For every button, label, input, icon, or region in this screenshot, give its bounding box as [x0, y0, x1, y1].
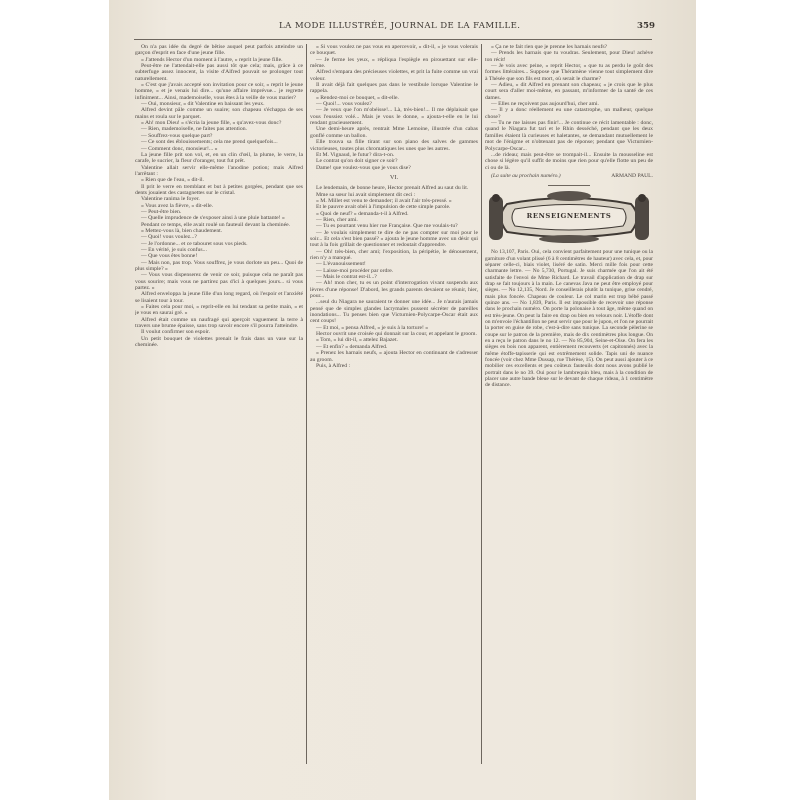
paragraph: « J'attends Hector d'un moment à l'autre, » reprit la jeune fille.: [141, 56, 283, 63]
paragraph: « Tom, » lui dit-il, « attelez Bajazet.: [316, 337, 398, 344]
paragraph: — Quoi! vous voulez...?: [141, 234, 197, 241]
paragraph: — Rien, mademoiselle, ne faites pas attention.: [141, 126, 247, 133]
paragraph: — Tu es pourtant venu hier rue Française. Que me voulais-tu?: [316, 223, 458, 230]
paragraph: « Ah! mon Dieu! » s'écria la jeune fille, « qu'avez-vous donc?: [141, 120, 282, 127]
header-rule: [134, 39, 652, 40]
paragraph: — Prends les harnais que tu voudras. Seulement, pour Dieu! achève ton récit!: [485, 50, 653, 63]
paragraph: Dame! que voulez-vous que je vous dise?: [316, 164, 411, 171]
paragraph: La jeune fille prit son vol, et, en un clin d'œil, la plume, le verre, la carafe, le sucrier, la fleur d'oranger, tout fut prêt.: [135, 151, 303, 165]
paragraph: — Que vous êtes bonne!: [141, 253, 198, 260]
paragraph: « Rendez-moi ce bouquet, » dit-elle.: [316, 94, 399, 101]
column-divider: [481, 44, 482, 764]
paragraph: Hector ouvrit une croisée qui donnait sur la cour, et appelant le groom.: [316, 331, 477, 338]
paragraph: Il avait déjà fait quelques pas dans le vestibule lorsque Valentine le rappela.: [310, 82, 478, 95]
paragraph: « Rien que de l'eau, » dit-il.: [141, 177, 204, 184]
paragraph: Et M. Vignaud, le futur? dira-t-on.: [316, 151, 395, 158]
paragraph: ...seul du Niagara ne sauraient te donner une idée... Je n'aurais jamais pensé que de simples glandes lacrymales pussent sécréter de pareilles inondations... Tu penses bien que Victurnien-Polycarpe-Oscar était aux cent coups!: [310, 299, 478, 325]
paragraph: ...de rideau; mais peut-être se trompait-il... Ensuite la mousseline est chose si légère qu'il suffit de moins que rien pour qu'elle flotte un peu de ci ou de là.: [485, 151, 653, 171]
column-middle: [310, 44, 478, 772]
paragraph: — Quelle imprudence de s'exposer ainsi à une pluie battante! »: [141, 215, 285, 222]
paragraph: — Quoi!... vous voulez?: [316, 101, 372, 108]
paragraph: — Souffrez-vous quelque part?: [141, 132, 213, 139]
paragraph: Valentine allait servir elle-même l'anodine potion; mais Alfred l'arrêtant :: [135, 164, 303, 177]
paragraph: — Je veux que l'on m'obéisse!... Là, très-bien!... Il me déplaisait que vous l'eussiez volé... Mais je vous le donne, » ajouta-t-elle en le lui rendant gracieusement.: [310, 107, 478, 127]
paragraph: Alfred enveloppa la jeune fille d'un long regard, où l'espoir et l'anxiété se lisaient tour à tour.: [135, 291, 303, 304]
paragraph: « Faites cela pour moi, » reprit-elle en lui tendant sa petite main, « et je vous en saurai gré. »: [135, 304, 303, 317]
paragraph: Mme sa sœur lui avait simplement dit ceci :: [316, 191, 416, 198]
paragraph: Puis, à Alfred :: [316, 362, 351, 369]
paragraph: — En vérité, je suis confus...: [141, 247, 207, 253]
paragraph: Un petit bouquet de violettes prenait le frais dans un vase sur la cheminée.: [135, 335, 303, 349]
paragraph: Il prit le verre en tremblant et but à petites gorgées, pendant que ses dents jouaient des castagnettes sur le cristal.: [135, 183, 303, 196]
paragraph: — Mais non, pas trop. Vous souffrez, je vous dorlote un peu... Quoi de plus simple? »: [135, 259, 303, 273]
paragraph: — Adieu, » dit Alfred en prenant son chapeau; « je crois que le plus court sera d'aller moi-même, en passant, m'informer de la santé de ces dames.: [485, 82, 653, 101]
paragraph: — Je l'ordonne... et ce tabouret sous vos pieds.: [141, 240, 248, 247]
paragraph: Valentine ranima le foyer.: [141, 196, 200, 203]
paragraph: — L'évanouissement!: [316, 261, 366, 268]
paragraph: « Mettez-vous là, bien chaudement.: [141, 227, 223, 234]
paragraph: Alfred s'empara des précieuses violettes, et prit la fuite comme un vrai voleur.: [310, 69, 478, 82]
journal-page: [109, 0, 696, 800]
renseignements-banner: [487, 190, 651, 245]
page-number: 359: [637, 21, 655, 31]
signature-line: [485, 173, 653, 179]
paragraph: Alfred devint pâle comme un suaire; son chapeau s'échappa de ses mains et roula sur le parquet.: [135, 107, 303, 120]
paragraph: Pendant ce temps, elle avait roulé un fauteuil devant la cheminée.: [141, 221, 291, 228]
running-header: [109, 18, 696, 36]
column-left: [135, 44, 303, 772]
column-right: [485, 44, 653, 764]
paragraph: Peut-être ne l'attendait-elle pas aussi tôt que cela; mais, grâce à ce subterfuge assez innocent, la visite d'Alfred pouvait se prolonger tout naturellement.: [135, 63, 303, 82]
paragraph: Le lendemain, de bonne heure, Hector prenait Alfred au saut du lit.: [316, 185, 469, 192]
paragraph: « Prenez les harnais neufs, » ajouta Hector en continuant de s'adresser au groom.: [310, 350, 478, 363]
paragraph: « Si vous voulez ne pas vous en apercevoir, » dit-il, « je vous volerais ce bouquet.: [310, 44, 478, 57]
renseignements-text: No 13,107, Paris. Oui, cela convient parfaitement pour une tunique ou la garniture d'un volant plissé (6 à 8 centimètres de hauteur) avec cela, et, pour séparer celle-ci, biais violet, liséré de satin. Merci mille fois pour cette charmante lettre. — No 5,730, Portugal. Je suis charmée que l'on ait été satisfaite de l'envoi de Mme Richard. Le travail d'application de drap sur drap se fait toujours à la main. Le canevas Java ne peut être employé pour sièges. — No 12,135, Nord. Je conseillerais plutôt la tunique, grise cendré, mais plus foncée. Chapeau de couleur. Le col marin est trop bébé passé quinze ans. — No 1,839, Paris. Il est impossible de recevoir une réponse dans le prochain numéro. On porte la polonaise à tout âge, même quand on est très-jeune. On peut la faire en drap ou bien en velours noir. L'étoffe dont on m'envoie l'échantillon ne peut servir que pour le jupon, et l'on ne pourrait la porter en guise de robe, c'est-à-dire sans tunique. La seconde pèlerine se coupe sur le patron de la première, mais de dix centimètres plus longue. On en a reçu le patron dans le no 12. — No 85,904, Seine-et-Oise. On fera les sièges en bois non apparent, entièrement recouverts (et capitonnés) avec la même étoffe-tapisserie qui est extrêmement solide. Tapis uni de nuance foncée (voir chez Mme Dussap, rue Thérèse, 15). On peut aussi ajouter à ce mobilier ces excellents et peu coûteux fauteuils dont nous avons publié le portrait dans le no 39. Oui pour le lambrequin bleu, mais à la condition de placer une autre bande bleue sur le devant de chaque rideau, à 1 centimètre de distance.: [485, 249, 653, 389]
paragraph: — Laisse-moi procéder par ordre.: [316, 267, 394, 274]
paragraph: — Et moi, » pensa Alfred, « je suis à la torture! »: [316, 324, 429, 331]
paragraph: — Et enfin? » demanda Alfred.: [316, 343, 388, 350]
paragraph: — Ah! mon cher, tu es un point d'interrogation vivant suspendu aux lèvres d'une réponse! D'abord, les grands parents devaient se réunir, hier, pour...: [310, 280, 478, 300]
paragraph: — Vous vous dispenserez de venir ce soir, puisque cela ne paraît pas vous sourire; mais vous ne partirez pas d'ici à quelques jours... si vous partez. »: [135, 272, 303, 292]
paragraph: — Oui, monsieur, » dit Valentine en baissant les yeux.: [141, 101, 265, 108]
paragraph: — Tu ne me laisses pas finir!... Je continue ce récit lamentable : donc, quand le Niagara fut tari et le Rhin desséché, pendant que les deux familles étaient là curieuses et haletantes, se demandant mutuellement le mot de l'énigme et n'obtenant pas de réponse; pendant que Victurnien-Polycarpe-Oscar...: [485, 120, 653, 152]
paragraph: — Oh! très-bien, cher ami; l'exposition, la péripétie, le dénouement, rien n'y a manqué.: [310, 248, 478, 261]
paragraph: — Mais le contrat est-il...?: [316, 274, 377, 281]
journal-title: LA MODE ILLUSTRÉE, JOURNAL DE LA FAMILLE.: [279, 21, 521, 31]
paragraph: « Ça ne te fait rien que je prenne les harnais neufs?: [491, 44, 608, 50]
paragraph: — Rien, cher ami.: [316, 216, 358, 223]
separator-rule: [548, 185, 590, 186]
paragraph: — Elles ne reçoivent pas aujourd'hui, cher ami.: [491, 101, 599, 108]
renseignements-title: RENSEIGNEMENTS: [526, 212, 612, 221]
paragraph: « Vous avez la fièvre, » dit-elle.: [141, 202, 214, 209]
author-name: ARMAND PAUL.: [611, 172, 653, 179]
paragraph: Alfred était comme un naufragé qui aperçoit vaguement la terre à travers une brume épaisse, sans trop savoir encore s'il pourra l'atteindre.: [135, 316, 303, 330]
paragraph: On n'a pas idée du degré de bêtise auquel peut parfois atteindre un garçon d'esprit en face d'une jeune fille.: [135, 44, 303, 57]
paragraph: — Comment donc, monsieur!... »: [141, 145, 218, 152]
paragraph: Le contrat qu'on doit signer ce soir?: [316, 158, 398, 165]
paragraph: — Ce sont des éblouissements; cela me prend quelquefois...: [141, 139, 278, 146]
paragraph: « C'est que j'avais accepté son invitation pour ce soir, » reprit le jeune homme, « et je venais lui dire... qu'une affaire imprévue... je regrette infiniment... Ainsi, mademoiselle, vous êtes à la veille de vous marier?: [135, 82, 303, 101]
column-divider: [306, 44, 307, 764]
paragraph: Une demi-heure après, rentrait Mme Lemoine, illustrée d'un cabas gonflé comme un ballon.: [310, 126, 478, 139]
paragraph: Elle trouva sa fille tirant sur son piano des salves de gammes victorieuses, toutes plus chromatiques les unes que les autres.: [310, 139, 478, 152]
paragraph: — Je vois avec peine, » reprit Hector, « que tu as perdu le goût des formes littéraires... Suppose que Théramène vienne tout simplement dire à Thésée que son fils est mort, où serait le charme?: [485, 63, 653, 82]
paragraph: Et le pauvre avait obéi à l'impulsion de cette simple parole.: [316, 204, 451, 211]
paragraph: Il voulut confirmer son espoir.: [141, 329, 211, 336]
paragraph: — Peut-être bien.: [141, 208, 182, 215]
section-heading: VI.: [389, 173, 399, 181]
continuation-note: (La suite au prochain numéro.): [491, 172, 561, 179]
paragraph: « Quoi de neuf? » demanda-t-il à Alfred.: [316, 210, 409, 217]
paragraph: « M. Millet est venu te demander; il avait l'air très-pressé. »: [316, 197, 452, 204]
paragraph: — Il y a donc réellement eu une catastrophe, un malheur, quelque chose?: [485, 107, 653, 120]
paragraph: — Je ferme les yeux, » répliqua l'espiègle en pirouettant sur elle-même.: [310, 56, 478, 70]
paragraph: — Je voulais simplement te dire de ne pas compter sur moi pour le soir... Et cela s'est bien passé? » ajouta le jeune homme avec un désir qui tout à la fois grillait de questionner et redoutait d'apprendre.: [310, 229, 478, 249]
